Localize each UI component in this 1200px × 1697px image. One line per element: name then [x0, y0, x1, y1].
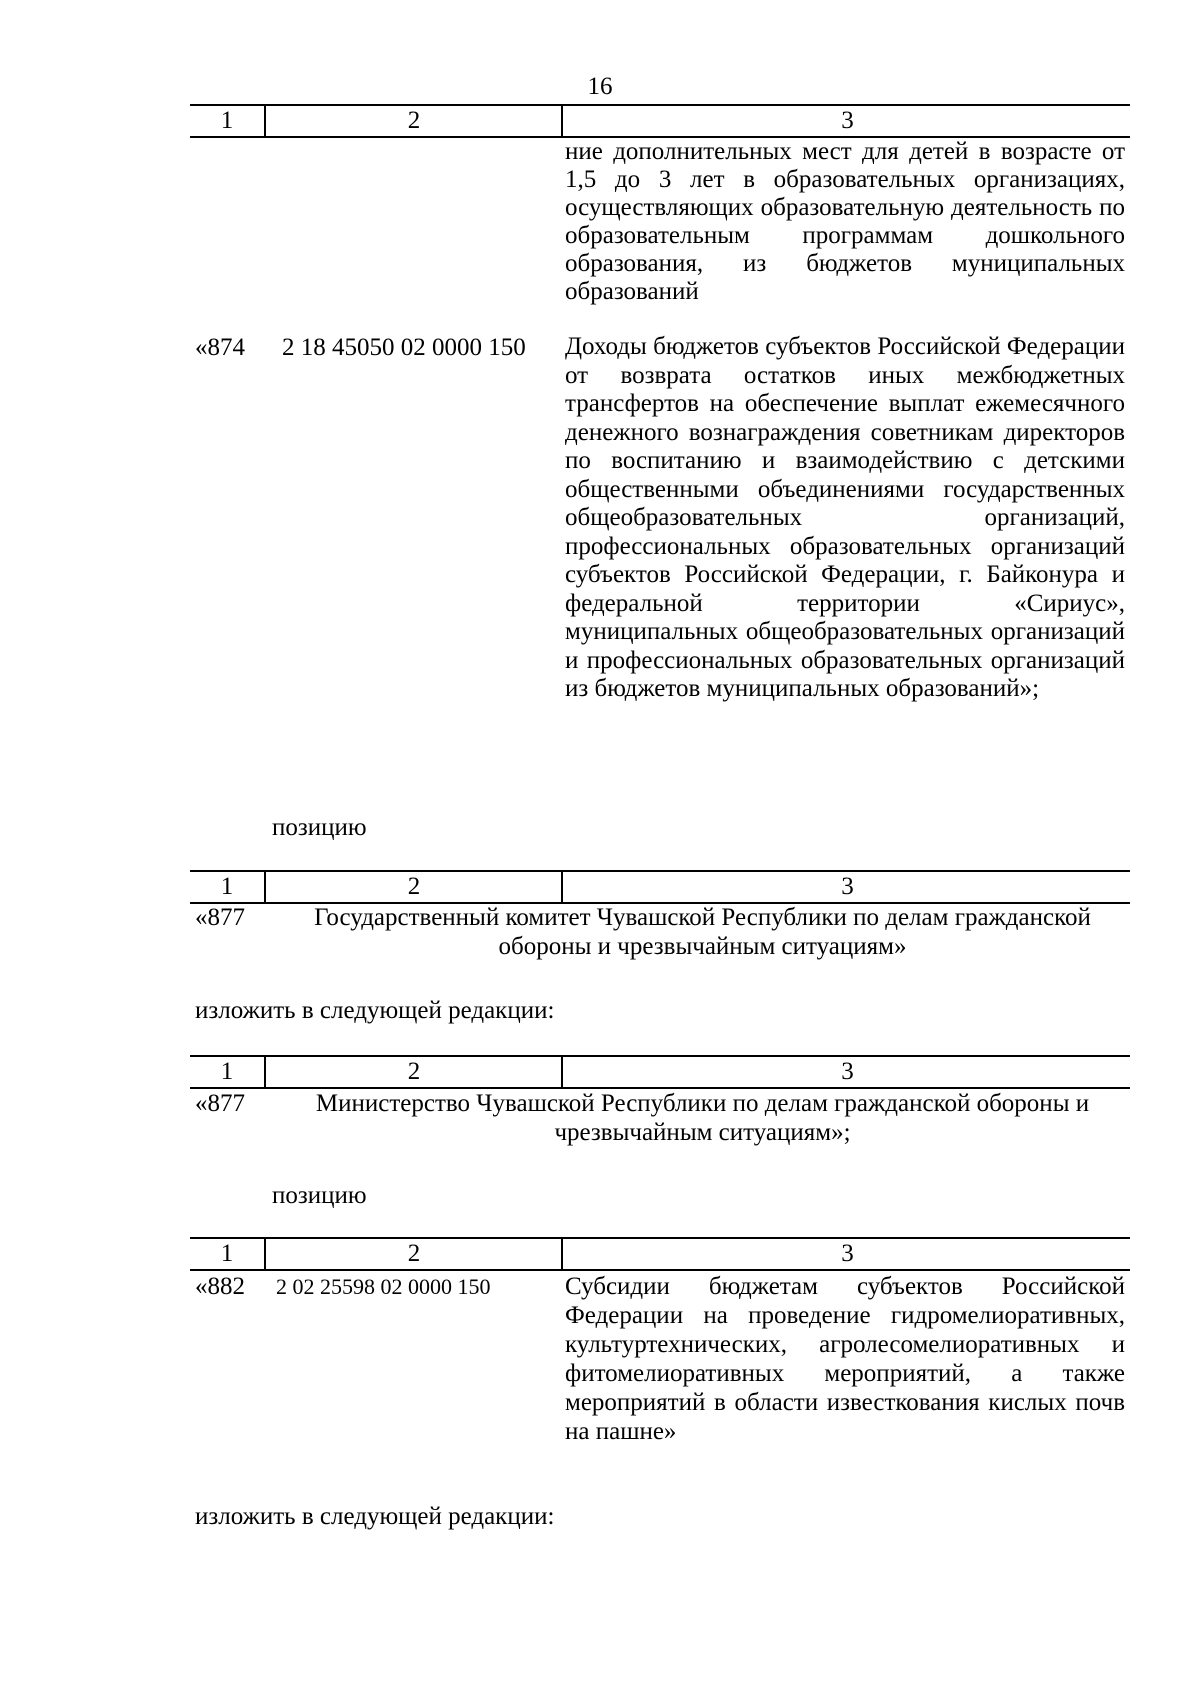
table-header [190, 1237, 1130, 1271]
table-header-col1: 1 [220, 873, 234, 900]
label-position: позицию [272, 814, 367, 841]
row-kbk: 2 18 45050 02 0000 150 [282, 334, 526, 361]
row-description: Доходы бюджетов субъектов Российской Федерации от возврата остатков иных межбюджетных трансфертов на обеспечение выплат ежемесячного денежного вознаграждения советникам директоров по воспитанию и взаимодействию с детскими общественными объединениями государственных общеобразовательных организаций, профессиональных образовательных организаций субъектов Российской Федерации, г. Байконура и федеральной территории «Сириус», муниципальных общеобразовательных организаций и профессиональных образовательных организаций из бюджетов муниципальных образований»; [565, 333, 1125, 702]
row-code: «874 [195, 334, 245, 361]
table-header-col2: 2 [264, 872, 562, 902]
table-header-col3: 3 [561, 1239, 1132, 1269]
row-code: «877 [195, 904, 245, 931]
table-header-col1: 1 [220, 1058, 234, 1085]
table-header [190, 870, 1130, 904]
label-position: позицию [272, 1182, 367, 1209]
table-header-col2: 2 [264, 1239, 562, 1269]
row-description: Субсидии бюджетам субъектов Российской Федерации на проведение гидромелиоративных, культуртехнических, агролесомелиоративных и фитомелиоративных мероприятий, а также мероприятий в области известкования кислых почв на пашне» [565, 1273, 1125, 1445]
table-header-col3: 3 [561, 106, 1132, 136]
label-edit: изложить в следующей редакции: [195, 997, 555, 1024]
table-header-col1: 1 [220, 107, 234, 134]
row-description: Министерство Чувашской Республики по делам гражданской обороны и чрезвычайным ситуациям»; [315, 1090, 1090, 1146]
row-description: Государственный комитет Чувашской Республики по делам гражданской обороны и чрезвычайным ситуациям» [314, 904, 1091, 960]
page-number: 16 [587, 73, 613, 100]
table-header-col2: 2 [264, 1057, 562, 1087]
table-header-col3: 3 [561, 872, 1132, 902]
table-header-col2: 2 [264, 106, 562, 136]
table-header-col1: 1 [220, 1240, 234, 1267]
row-code: «877 [195, 1090, 245, 1117]
row-kbk: 2 02 25598 02 0000 150 [276, 1274, 491, 1299]
table-header [190, 104, 1130, 138]
label-edit: изложить в следующей редакции: [195, 1503, 555, 1530]
continuation-text: ние дополнительных мест для детей в возрасте от 1,5 до 3 лет в образовательных организациях, осуществляющих образовательную деятельность по образовательным программам дошкольного образования, из бюджетов муниципальных образований [565, 138, 1125, 305]
table-header [190, 1055, 1130, 1089]
table-header-col3: 3 [561, 1057, 1132, 1087]
row-code: «882 [195, 1273, 245, 1300]
